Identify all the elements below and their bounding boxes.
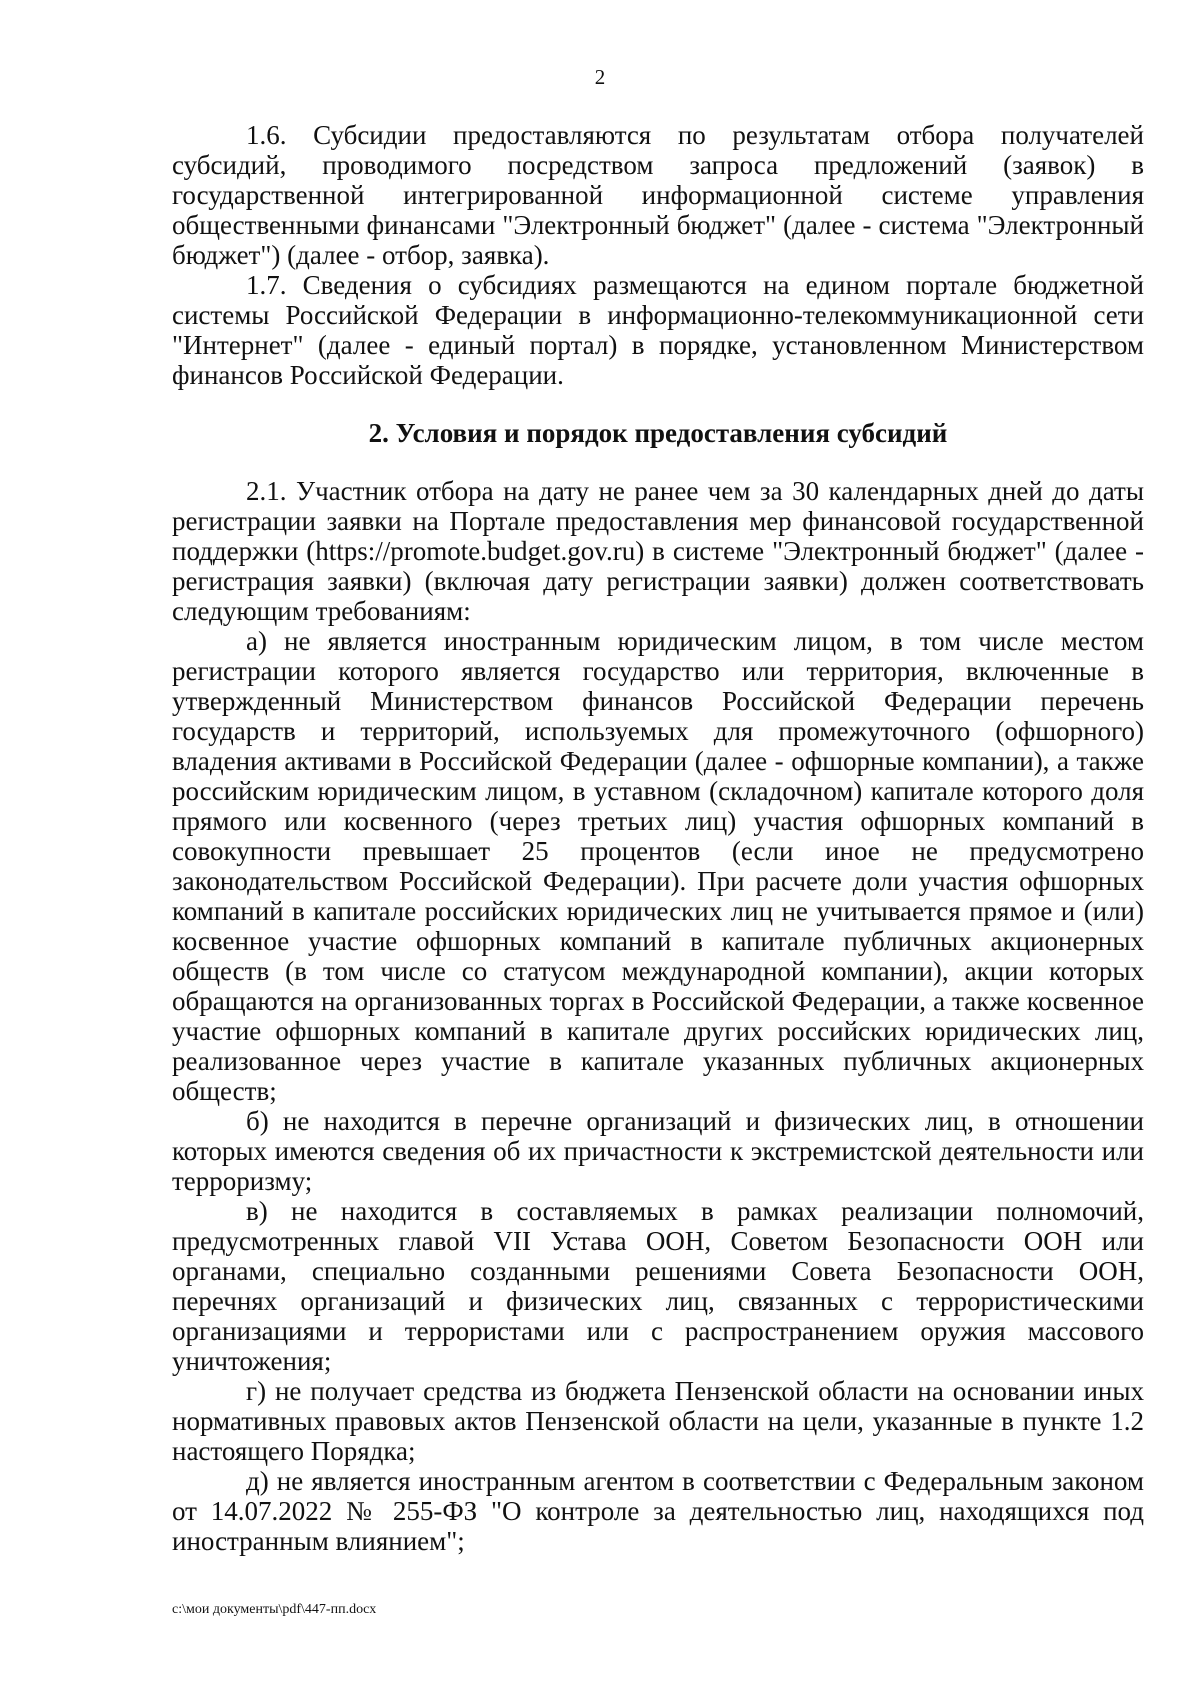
paragraph-item-g: г) не получает средства из бюджета Пензенской области на основании иных нормативных правовых актов Пензенской области на цели, указанные в пункте 1.2 настоящего Порядка;	[172, 1376, 1144, 1466]
paragraph-2-1: 2.1. Участник отбора на дату не ранее чем за 30 календарных дней до даты регистрации заявки на Портале предоставления мер финансовой государственной поддержки (https://promote.budget.gov.ru) в системе "Электронный бюджет" (далее - регистрация заявки) (включая дату регистрации заявки) должен соответствовать следующим требованиям:	[172, 476, 1144, 626]
document-body	[172, 120, 1144, 1556]
footer-file-path: c:\мои документы\pdf\447-пп.docx	[172, 1602, 377, 1617]
paragraph-1-7: 1.7. Сведения о субсидиях размещаются на едином портале бюджетной системы Российской Федерации в информационно-телекоммуникационной сети "Интернет" (далее - единый портал) в порядке, установленном Министерством финансов Российской Федерации.	[172, 270, 1144, 390]
paragraph-item-d: д) не является иностранным агентом в соответствии с Федеральным законом от 14.07.2022 № 255-ФЗ "О контроле за деятельностью лиц, находящихся под иностранным влиянием";	[172, 1466, 1144, 1556]
page-number: 2	[594, 65, 606, 89]
paragraph-item-a: а) не является иностранным юридическим лицом, в том числе местом регистрации которого является государство или территория, включенные в утвержденный Министерством финансов Российской Федерации перечень государств и территорий, используемых для промежуточного (офшорного) владения активами в Российской Федерации (далее - офшорные компании), а также российским юридическим лицом, в уставном (складочном) капитале которого доля прямого или косвенного (через третьих лиц) участия офшорных компаний в совокупности превышает 25 процентов (если иное не предусмотрено законодательством Российской Федерации). При расчете доли участия офшорных компаний в капитале российских юридических лиц не учитывается прямое и (или) косвенное участие офшорных компаний в капитале публичных акционерных обществ (в том числе со статусом международной компании), акции которых обращаются на организованных торгах в Российской Федерации, а также косвенное участие офшорных компаний в капитале других российских юридических лиц, реализованное через участие в капитале указанных публичных акционерных обществ;	[172, 626, 1144, 1106]
paragraph-1-6: 1.6. Субсидии предоставляются по результатам отбора получателей субсидий, проводимого посредством запроса предложений (заявок) в государственной интегрированной информационной системе управления общественными финансами "Электронный бюджет" (далее - система "Электронный бюджет") (далее - отбор, заявка).	[172, 120, 1144, 270]
paragraph-item-b: б) не находится в перечне организаций и физических лиц, в отношении которых имеются сведения об их причастности к экстремистской деятельности или терроризму;	[172, 1106, 1144, 1196]
section-heading: 2. Условия и порядок предоставления субсидий	[368, 418, 948, 448]
paragraph-item-v: в) не находится в составляемых в рамках реализации полномочий, предусмотренных главой VII Устава ООН, Советом Безопасности ООН или органами, специально созданными решениями Совета Безопасности ООН, перечнях организаций и физических лиц, связанных с террористическими организациями и террористами или с распространением оружия массового уничтожения;	[172, 1196, 1144, 1376]
